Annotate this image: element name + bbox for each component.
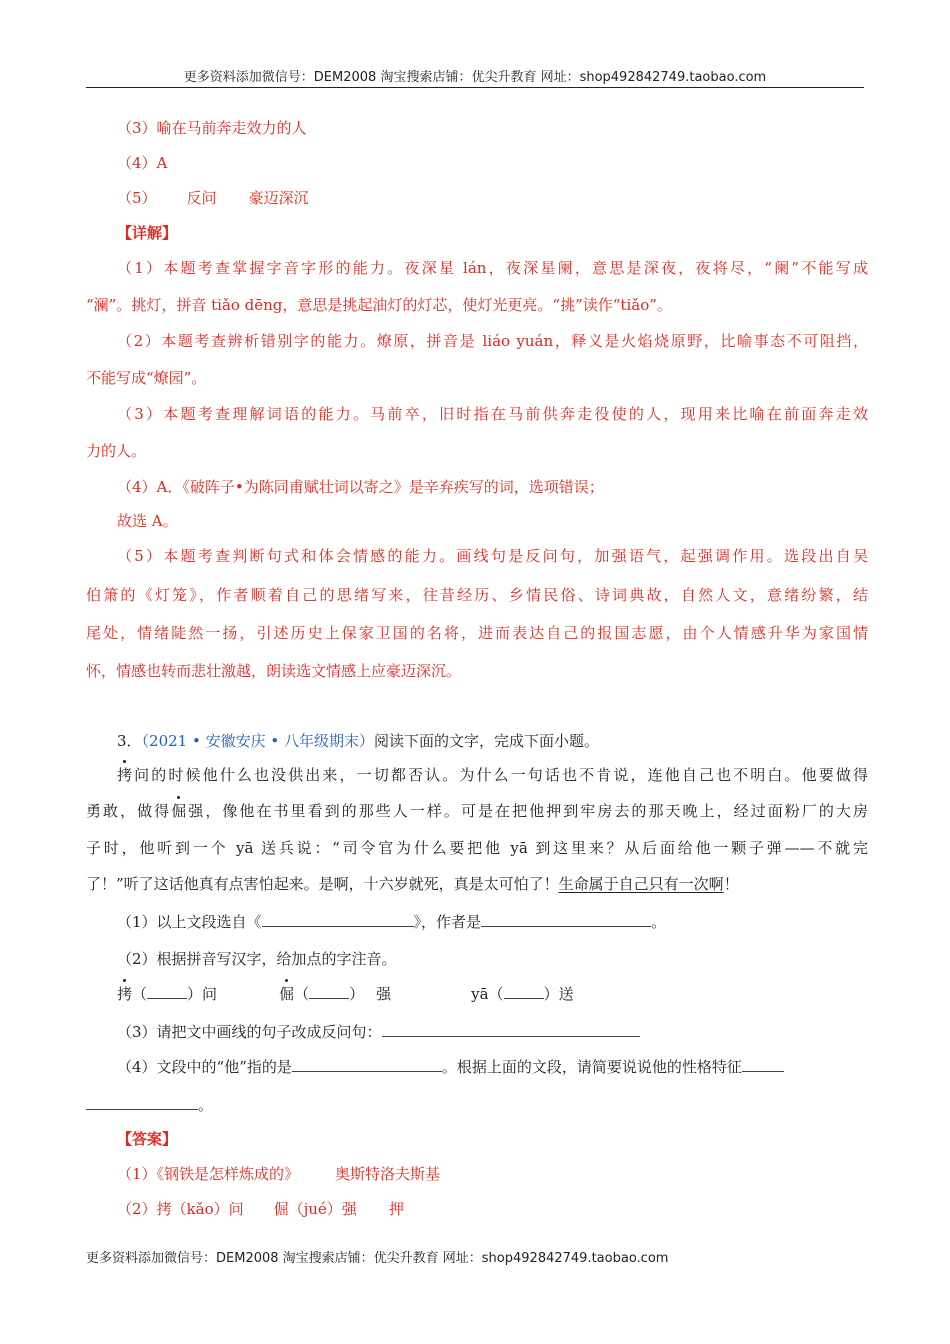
dotted-char-jue: 倔 bbox=[171, 802, 187, 820]
sub-question-4: （4）文段中的“他”指的是 。根据上面的文段，请简要说说他的性格特征 bbox=[117, 1057, 868, 1077]
blank-rhetorical-question[interactable] bbox=[382, 1022, 640, 1037]
blank-author[interactable] bbox=[481, 912, 651, 927]
detail-p1-line1: （1）本题考查掌握字音字形的能力。夜深星 lán，夜深星阑，意思是深夜，夜将尽，“阑”不能写成 bbox=[117, 259, 868, 277]
question-prompt: 阅读下面的文字，完成下面小题。 bbox=[374, 732, 600, 750]
detail-p5-line3: 尾处，情绪陡然一扬，引述历史上保家卫国的名将，进而表达自己的报国志愿，由个人情感升华为家国情 bbox=[86, 624, 868, 642]
detail-p5-line1: （5）本题考查判断句式和体会情感的能力。画线句是反问句，加强语气，起强调作用。选段出自吴 bbox=[117, 547, 868, 565]
passage-line4: 了！”听了这话他真有点害怕起来。是啊，十六岁就死，真是太可怕了！生命属于自己只有一次啊！ bbox=[86, 875, 739, 893]
answer-1: （1）《钢铁是怎样炼成的》 奥斯特洛夫斯基 bbox=[117, 1165, 441, 1183]
detail-p2-line2: 不能写成“燎园”。 bbox=[86, 369, 207, 387]
passage-line1: 拷问的时候他什么也没供出来，一切都否认。为什么一句话也不肯说，连他自己也不明白。他要做得 bbox=[117, 766, 868, 784]
sub-question-2: （2）根据拼音写汉字，给加点的字注音。 bbox=[117, 950, 397, 968]
question-3-title bbox=[117, 731, 868, 751]
sub-question-1: （1）以上文段选自《 》，作者是 。 bbox=[117, 913, 667, 931]
detail-p4-line2: 故选 A。 bbox=[117, 512, 178, 530]
blank-character-start[interactable] bbox=[742, 1057, 784, 1072]
blank-who[interactable] bbox=[292, 1057, 442, 1072]
underlined-sentence: 生命属于自己只有一次啊 bbox=[558, 875, 724, 893]
answer-4: （4）A bbox=[117, 154, 168, 172]
question-source: （2021 • 安徽安庆 • 八年级期末） bbox=[141, 732, 374, 750]
answer-5 bbox=[117, 188, 868, 208]
blank-kao-pinyin[interactable] bbox=[147, 984, 187, 999]
detail-p5-line2: 伯箫的《灯笼》，作者顺着自己的思绪写来，往昔经历、乡情民俗、诗词典故，自然人文，意绪纷繁，结 bbox=[86, 586, 868, 604]
sub-question-2-items: 拷（ ）问 倔（ ） 强 yā（ ）送 bbox=[117, 985, 574, 1003]
page-header: 更多资料添加微信号：DEM2008 淘宝搜索店铺：优尖升教育 网址：shop492842749.taobao.com bbox=[183, 70, 767, 85]
sub-question-4-cont: 。 bbox=[86, 1095, 868, 1115]
answer-5-part1: 反问 bbox=[186, 189, 217, 207]
answer-heading: 【答案】 bbox=[117, 1130, 178, 1148]
blank-ya-hanzi[interactable] bbox=[504, 984, 544, 999]
answer-3: （3）喻在马前奔走效力的人 bbox=[117, 119, 307, 137]
blank-jue-pinyin[interactable] bbox=[309, 984, 349, 999]
sub-question-3: （3）请把文中画线的句子改成反问句： bbox=[117, 1022, 868, 1042]
passage-line3: 子时，他听到一个 yā 送兵说：“司令官为什么要把他 yā 到这里来？从后面给他一颗子弹——不就完 bbox=[86, 839, 868, 857]
header-divider bbox=[86, 87, 864, 88]
passage-line2: 勇敢，做得倔强，像他在书里看到的那些人一样。可是在把他押到牢房去的那天晚上，经过面粉厂的大房 bbox=[86, 802, 868, 820]
answer-5-part2: 豪迈深沉 bbox=[248, 189, 309, 207]
detail-p2-line1: （2）本题考查辨析错别字的能力。燎原，拼音是 liáo yuán，释义是火焰烧原野，比喻事态不可阻挡， bbox=[117, 332, 868, 350]
blank-book-title[interactable] bbox=[262, 912, 414, 927]
answer-5-number: （5） bbox=[117, 189, 157, 207]
answer-2: （2）拷（kǎo）问 倔（jué）强 押 bbox=[117, 1200, 404, 1218]
dotted-char-kao: 拷 bbox=[117, 766, 133, 784]
detail-p1-line2: “澜”。挑灯，拼音 tiǎo dēng，意思是挑起油灯的灯芯，使灯光更亮。“挑”读作“tiǎo”。 bbox=[86, 296, 672, 314]
detail-p3-line2: 力的人。 bbox=[86, 442, 147, 460]
page-footer: 更多资料添加微信号：DEM2008 淘宝搜索店铺：优尖升教育 网址：shop492842749.taobao.com bbox=[86, 1251, 669, 1266]
question-number: 3． bbox=[117, 732, 142, 750]
detail-heading: 【详解】 bbox=[117, 224, 178, 242]
blank-character-cont[interactable] bbox=[86, 1095, 198, 1110]
detail-p3-line1: （3）本题考查理解词语的能力。马前卒，旧时指在马前供奔走役使的人，现用来比喻在前面奔走效 bbox=[117, 405, 868, 423]
detail-p5-line4: 怀，情感也转而悲壮激越，朗读选文情感上应豪迈深沉。 bbox=[86, 662, 462, 680]
detail-p4-line1: （4）A．《破阵子•为陈同甫赋壮词以寄之》是辛弃疾写的词，选项错误； bbox=[117, 478, 604, 496]
